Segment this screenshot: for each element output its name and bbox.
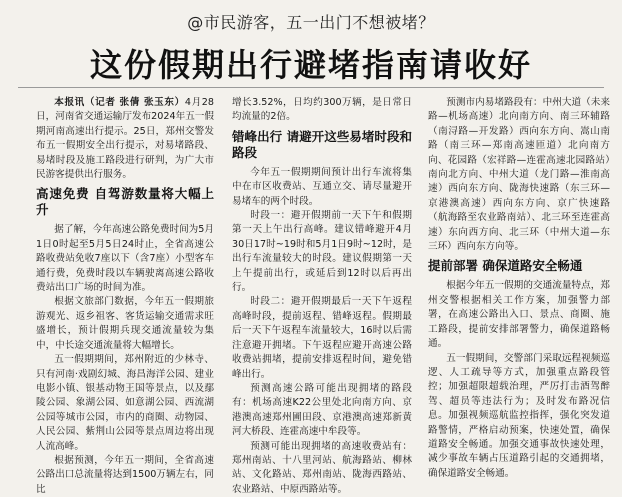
paragraph: 五一假期间，交警部门采取远程视频巡逻、人工疏导等方式，加强重点路段管控；加强超限超载治理，严厉打击酒驾醉驾、超员等违法行为；及时发布路况信息。加强视频巡航监控指挥，强化突发道路警情，严格启动预案，快速处置，确保道路安全畅通。加强交通事故快速处理，减少事故车辆占压道路引起的交通拥堵，确保道路安全畅通。 <box>428 352 610 479</box>
subheading-1: 高速免费 自驾游数量将大幅上升 <box>36 186 214 218</box>
paragraph: 时段二：避开假期最后一天下午返程高峰时段，提前返程、错峰返程。假期最后一天下午返程车流量较大，16时以后需注意避开拥堵。下午返程应避开高速公路收费站拥堵，提前安排返程时间，避免错峰出行。 <box>232 296 412 380</box>
paragraph: 今年五一假期期间预计出行车流将集中在市区收费站、互通立交、请尽量避开易堵车的两个时段。 <box>232 166 412 207</box>
paragraph: 根据文旅部门数据，今年五一假期旅游观光、返乡祖客、客货运输交通需求旺盛增长，预计假期兵现交通流量较为集中，中长途交通流量将大幅增长。 <box>36 296 214 351</box>
column-2 <box>232 96 412 495</box>
subheading-3: 提前部署 确保道路安全畅通 <box>428 258 583 274</box>
paragraph: 增长3.52%，日均约300万辆，是日常日均流量的2倍。 <box>232 97 412 123</box>
subheading-2: 错峰出行 请避开这些易堵时段和路段 <box>232 128 412 160</box>
paragraph: 预测市内易堵路段有：中州大道（未来路—机场高速）北向南方向、南三环辅路（南浔路—开发路）西向东方向、嵩山南路（南三环—郑南高速匝道）北向南方向、花园路（宏祥路—连霍高速北园路站）南向北方向、中州大道（龙门路—淮南高速）西向东方向、陇海快速路（东三环—京港澳高速）西向东方向、京广快速路（航海路至农业路南站）、北三环至连霍高速）东向西方向、北三环（中州大道—东三环）西向东方向等。 <box>428 97 610 253</box>
lead-paragraph <box>36 96 214 182</box>
paragraph: 时段一：避开假期前一天下午和假期第一天上午出行高峰。建议错峰避开4月30日17时~19时和5月1日9时~12时，是出行车流量较大的时段。建议假期第一天上午提前出行，或延后到12时以后再出行。 <box>232 210 412 294</box>
headline: 这份假期出行避堵指南请收好 <box>89 46 532 84</box>
lead-text: 4月28日，河南省交通运输厅发布2024年五一假期河南高速出行提示。25日，郑州交警发布五一假期安全出行提示，对易堵路段、易堵时段及施工路段进行研判，为广大市民游客提供出行服务。 <box>36 97 215 181</box>
divider <box>18 87 604 88</box>
byline: 本报讯（记者 张倩 张玉东） <box>54 97 185 108</box>
column-3 <box>428 96 610 479</box>
paragraph: 根据今年五一假期的交通流量特点，郑州交警根据相关工作方案，加强警力部署，在高速公路出入口、景点、商圈、施工路段，提前安排部署警力，确保道路畅通。 <box>428 280 610 350</box>
kicker: @市民游客，五一出门不想被堵？ <box>187 13 435 32</box>
paragraph: 预测高速公路可能出现拥堵的路段有：机场高速K22公里处北向南方向、京港澳高速郑州圃田段、京港澳高速郑新黄河大桥段、连霍高速中牟段等。 <box>232 382 412 438</box>
paragraph: 五一假期期间，郑州附近的少林寺、只有河南·戏剧幻城、海昌海洋公园、建业电影小镇、银基动物王国等景点，以及鄢陵公园、象湖公园、如意湖公园、西流湖公园等城市公园，市内的商圈、动物园、人民公园、紫荆山公园等景点周边将出现人流高峰。 <box>36 354 214 452</box>
paragraph: 据了解，今年高速公路免费时间为5月1日0时起至5月5日24时止，全省高速公路收费站免收7座以下（含7座）小型客车通行费，免费时段以车辆驶离高速公路收费站出口广场的时间为准。 <box>36 224 214 294</box>
paragraph: 根据预测，今年五一期间，全省高速公路出口总流量将达到1500万辆左右，同比 <box>36 454 214 495</box>
column-1 <box>36 96 215 495</box>
paragraph: 预测可能出现拥堵的高速收费站有：郑州南站、十八里河站、航海路站、柳林站、文化路站、郑州南站、陇海西路站、农业路站、中原西路站等。 <box>232 440 412 495</box>
